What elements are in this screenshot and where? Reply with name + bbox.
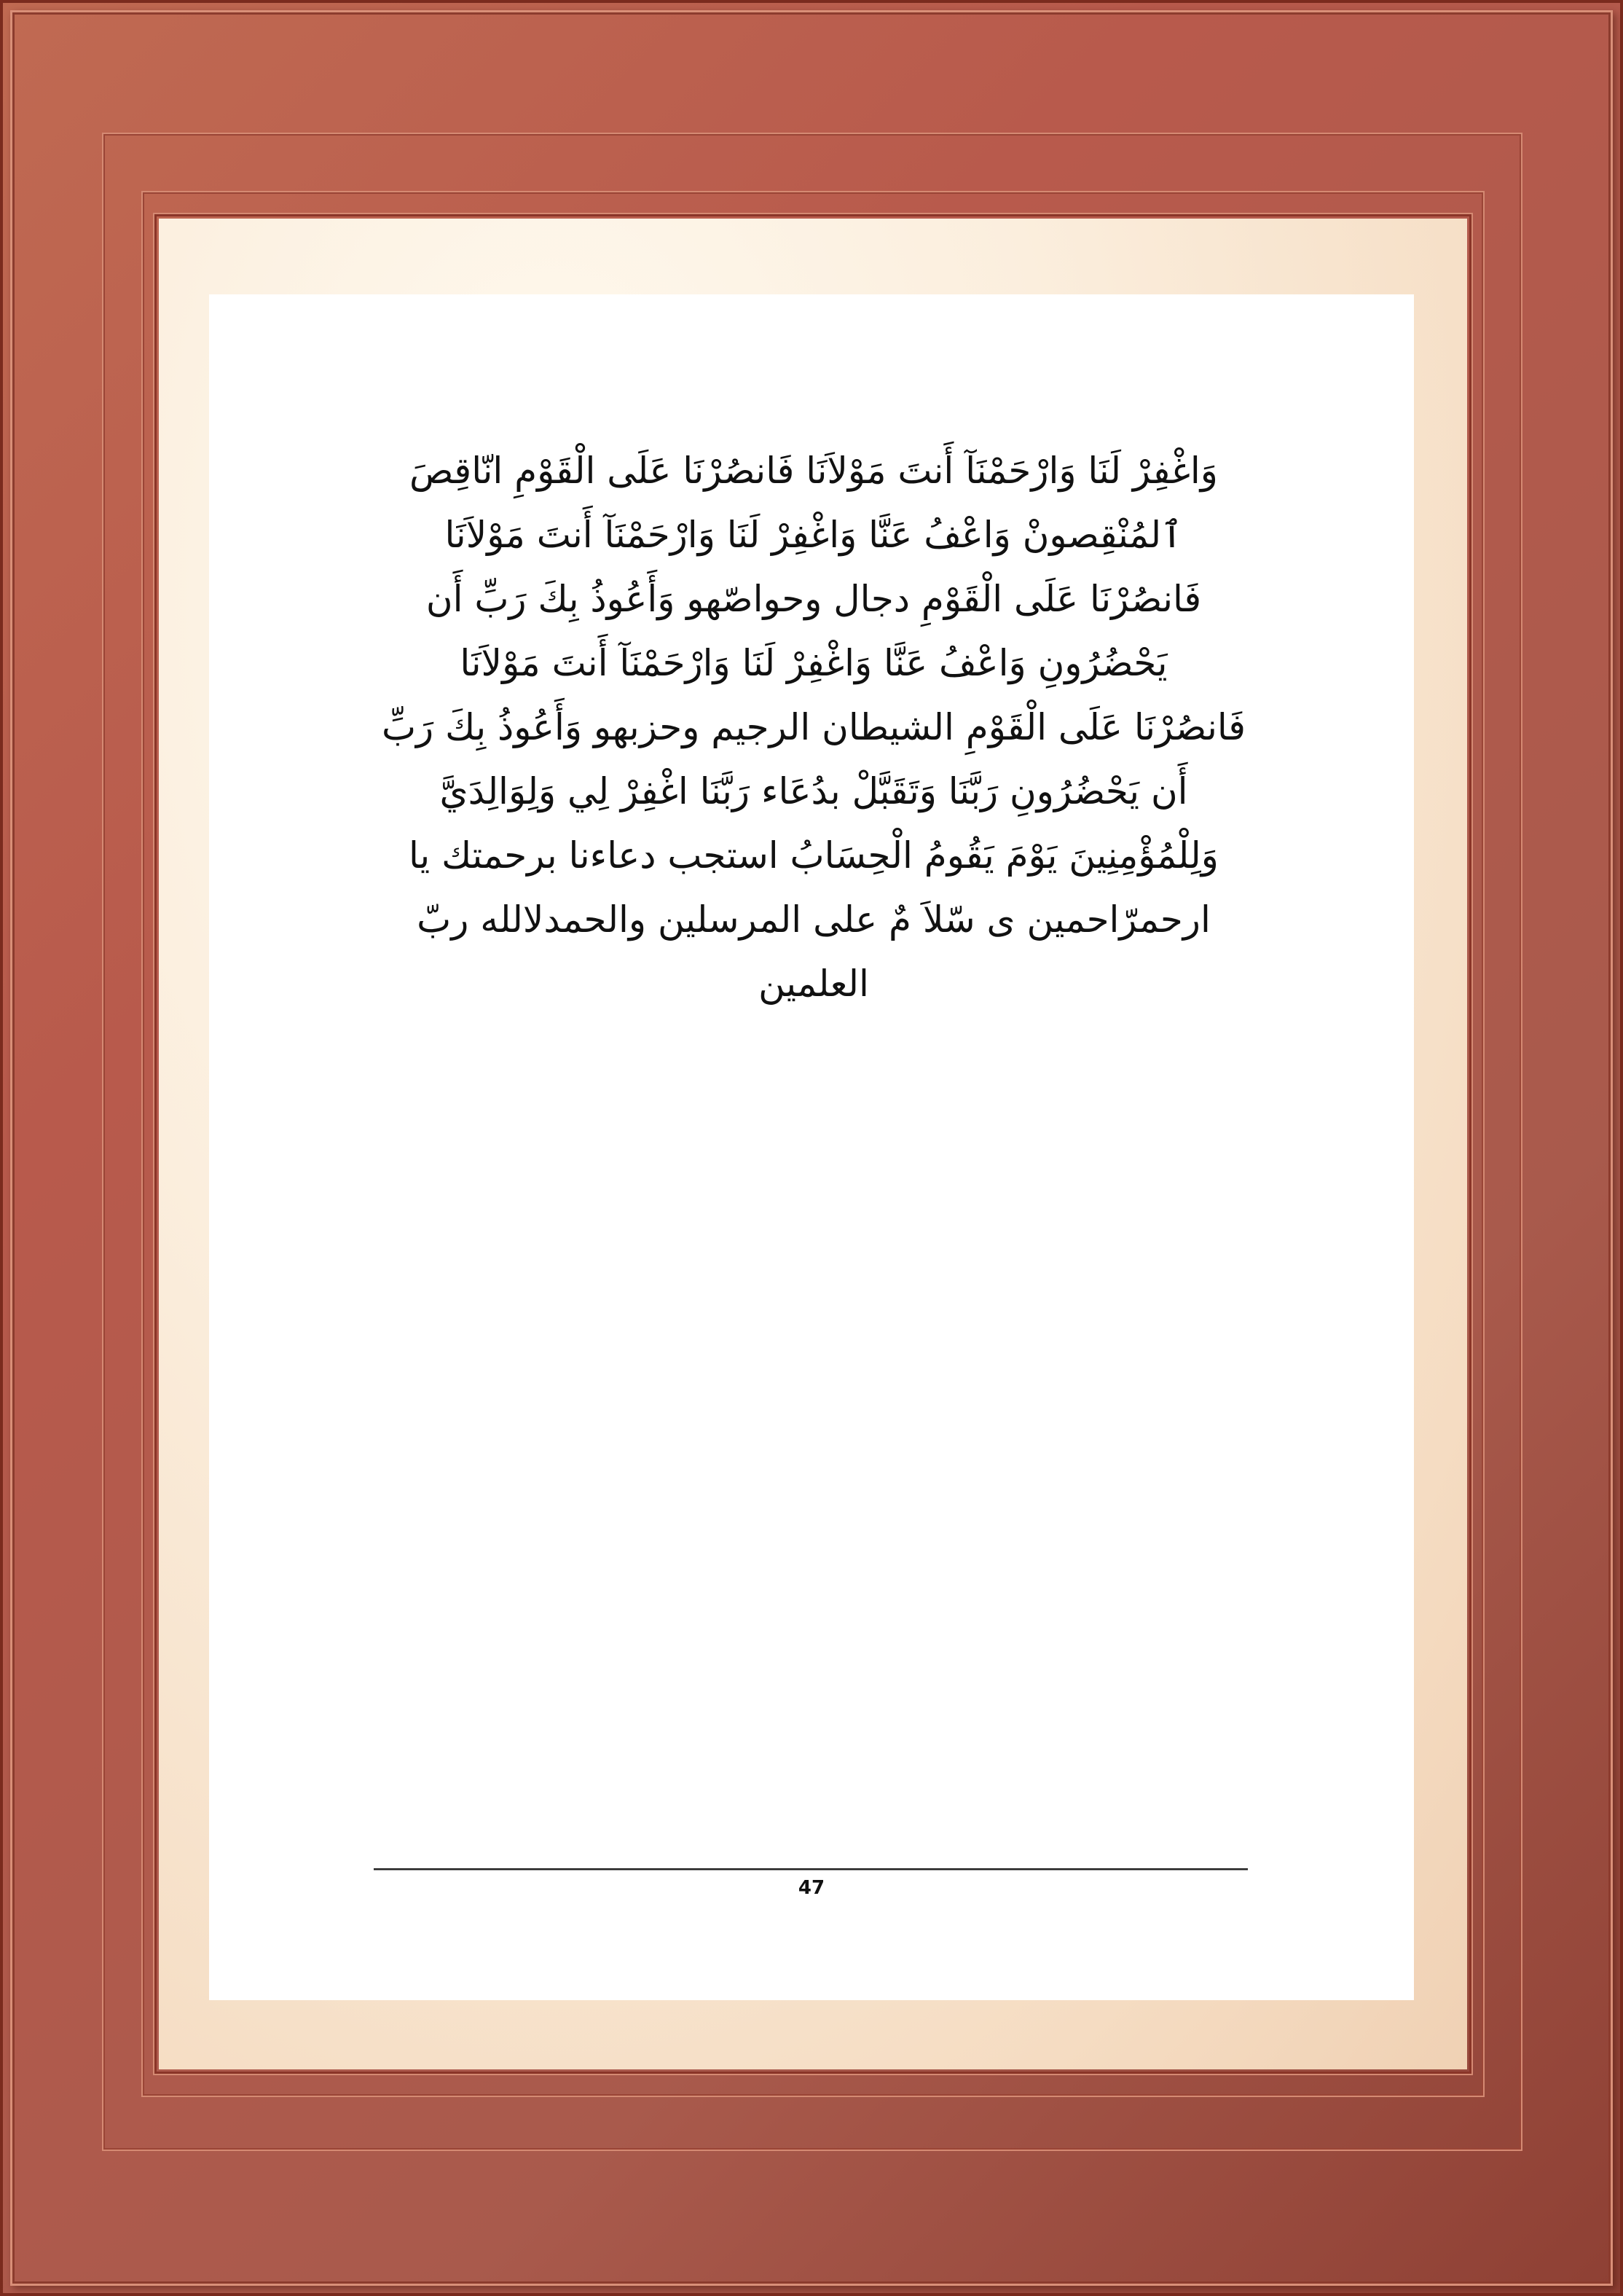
text-line: فَانصُرْنَا عَلَى الْقَوْمِ الشيطان الرجيم وحزبهو وَأَعُوذُ بِكَ رَبِّ [381, 706, 1246, 748]
text-line: العلمين [758, 963, 869, 1005]
text-line: فَانصُرْنَا عَلَى الْقَوْمِ دجال وحواصّهو وَأَعُوذُ بِكَ رَبِّ أَن [425, 578, 1202, 620]
text-line: وَاغْفِرْ لَنَا وَارْحَمْنَآ أَنتَ مَوْلاَنَا فَانصُرْنَا عَلَى الْقَوْمِ انّاقِصَ [409, 450, 1218, 492]
text-line: أَن يَحْضُرُونِ رَبَّنَا وَتَقَبَّلْ بدُعَاء رَبَّنَا اغْفِرْ لِي وَلِوَالِدَيَّ [439, 770, 1188, 812]
document-page [209, 294, 1414, 2000]
text-line: يَحْضُرُونِ وَاعْفُ عَنَّا وَاغْفِرْ لَنَا وَارْحَمْنَآ أَنتَ مَوْلاَنَا [460, 642, 1168, 684]
arabic-text-block [340, 439, 1287, 1016]
text-line: وَلِلْمُؤْمِنِينَ يَوْمَ يَقُومُ الْحِسَابُ استجب دعاءنا برحمتك يا [409, 834, 1219, 877]
text-line: ارحمرّاحمين ى سّلاَ مٌ على المرسلين والحمدلالله ربّ [417, 898, 1211, 941]
text-line: ٱلمُنْقِصونْ وَاعْفُ عَنَّا وَاغْفِرْ لَنَا وَارْحَمْنَآ أَنتَ مَوْلاَنَا [444, 514, 1183, 556]
page-number: 47 [798, 1877, 825, 1899]
